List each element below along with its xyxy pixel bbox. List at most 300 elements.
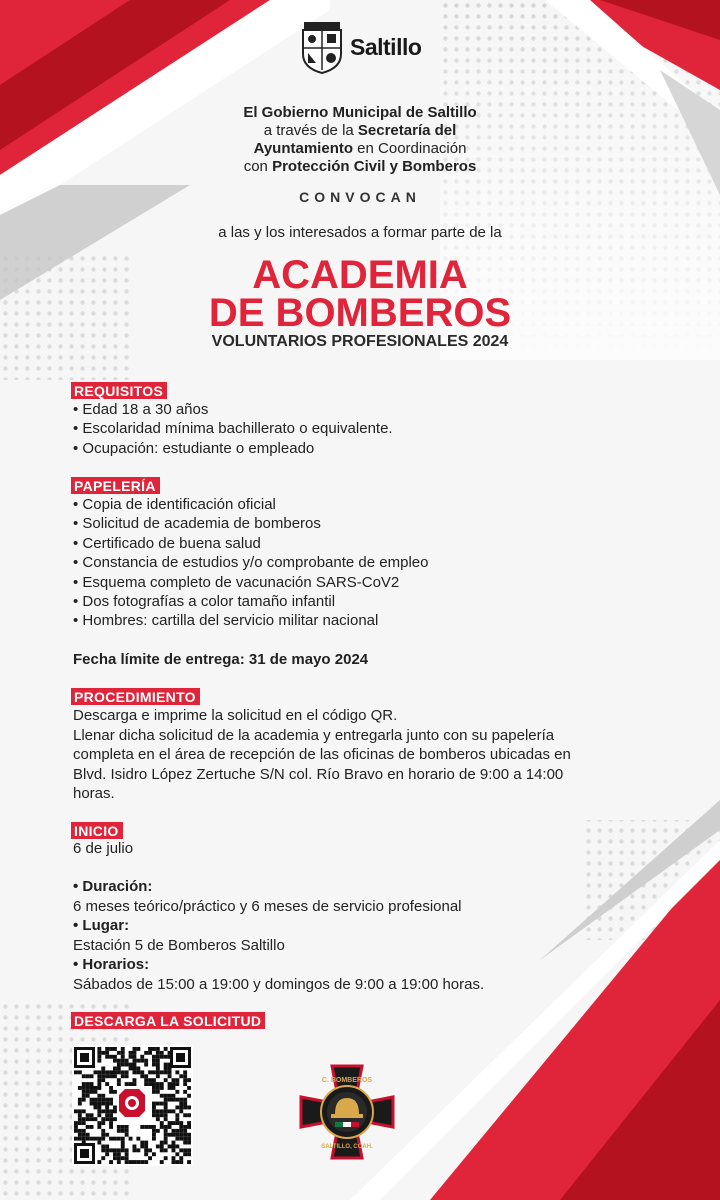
qr-code-graphic [72, 1045, 193, 1166]
qr-module [113, 1055, 117, 1059]
qr-module [113, 1152, 117, 1156]
qr-module [168, 1082, 172, 1086]
qr-module [117, 1125, 121, 1129]
qr-module [160, 1141, 164, 1145]
qr-module [164, 1113, 168, 1117]
qr-module [152, 1133, 156, 1137]
qr-module [168, 1094, 172, 1098]
header-line1: El Gobierno Municipal de Saltillo [243, 104, 477, 121]
qr-finder-pattern [74, 1047, 95, 1068]
title-line2: DE BOMBEROS [208, 291, 512, 335]
qr-module [148, 1070, 152, 1074]
qr-module [109, 1137, 113, 1141]
list-item: • Dos fotografías a color tamaño infantil [73, 592, 428, 611]
qr-module [144, 1141, 148, 1145]
qr-module [90, 1082, 94, 1086]
qr-module [86, 1074, 90, 1078]
qr-module [164, 1156, 168, 1160]
qr-module [144, 1125, 148, 1129]
qr-module [113, 1109, 117, 1113]
qr-module [109, 1102, 113, 1106]
qr-module [164, 1125, 168, 1129]
qr-module [125, 1160, 129, 1164]
qr-module [82, 1074, 86, 1078]
inicio-label: INICIO [71, 822, 123, 839]
qr-module [109, 1098, 113, 1102]
qr-module [144, 1078, 148, 1082]
qr-module [129, 1067, 133, 1071]
qr-module [113, 1106, 117, 1110]
header-line3-bold: Ayuntamiento [253, 140, 354, 157]
procedimiento-line: Descarga e imprime la solicitud en el código QR. [73, 707, 398, 724]
qr-module [164, 1106, 168, 1110]
duracion-label: • Duración: [73, 878, 153, 895]
qr-module [125, 1148, 129, 1152]
qr-module [105, 1133, 109, 1137]
qr-module [86, 1137, 90, 1141]
qr-module [74, 1109, 78, 1113]
qr-module [78, 1129, 82, 1133]
intro-text: a las y los interesados a formar parte de la [218, 224, 502, 241]
qr-module [121, 1145, 125, 1149]
qr-module [175, 1106, 179, 1110]
qr-module [156, 1047, 160, 1051]
qr-module [164, 1133, 168, 1137]
qr-module [129, 1160, 133, 1164]
list-item: • Solicitud de academia de bomberos [73, 514, 428, 533]
horarios-label: • Horarios: [73, 956, 150, 973]
qr-module [86, 1094, 90, 1098]
qr-module [183, 1125, 187, 1129]
qr-module [133, 1051, 137, 1055]
qr-module [86, 1133, 90, 1137]
qr-module [125, 1070, 129, 1074]
lugar-label: • Lugar: [73, 917, 130, 934]
qr-module [105, 1148, 109, 1152]
qr-module [121, 1051, 125, 1055]
qr-module [113, 1067, 117, 1071]
qr-module [97, 1102, 101, 1106]
qr-module [164, 1063, 168, 1067]
qr-module [140, 1145, 144, 1149]
qr-module [175, 1098, 179, 1102]
qr-module [90, 1125, 94, 1129]
qr-module [152, 1070, 156, 1074]
qr-module [125, 1063, 129, 1067]
qr-module [156, 1051, 160, 1055]
coat-of-arms-icon [300, 20, 344, 74]
qr-module [101, 1074, 105, 1078]
qr-module [78, 1070, 82, 1074]
qr-module [125, 1059, 129, 1063]
papeleria-label: PAPELERÍA [71, 477, 160, 494]
qr-module [187, 1133, 191, 1137]
qr-module [82, 1137, 86, 1141]
qr-module [101, 1102, 105, 1106]
qr-module [148, 1047, 152, 1051]
duracion-value: 6 meses teórico/práctico y 6 meses de servicio profesional [73, 897, 462, 915]
qr-module [179, 1129, 183, 1133]
qr-module [97, 1082, 101, 1086]
qr-module [175, 1145, 179, 1149]
qr-module [121, 1074, 125, 1078]
qr-module [175, 1137, 179, 1141]
qr-module [172, 1094, 176, 1098]
qr-module [101, 1051, 105, 1055]
qr-module [101, 1109, 105, 1113]
qr-module [168, 1070, 172, 1074]
list-item: • Hombres: cartilla del servicio militar nacional [73, 611, 428, 630]
qr-module [160, 1094, 164, 1098]
qr-module [172, 1078, 176, 1082]
qr-module [136, 1070, 140, 1074]
qr-module [187, 1078, 191, 1082]
procedimiento-text [73, 706, 673, 804]
qr-module [164, 1067, 168, 1071]
qr-module [179, 1160, 183, 1164]
qr-module [133, 1160, 137, 1164]
qr-module [117, 1152, 121, 1156]
qr-module [82, 1094, 86, 1098]
qr-module [101, 1094, 105, 1098]
qr-module [148, 1156, 152, 1160]
qr-module [168, 1098, 172, 1102]
qr-module [109, 1148, 113, 1152]
qr-module [152, 1129, 156, 1133]
qr-code[interactable] [72, 1045, 193, 1166]
qr-module [105, 1082, 109, 1086]
qr-finder-pattern [170, 1047, 191, 1068]
qr-module [97, 1141, 101, 1145]
list-item: • Constancia de estudios y/o comprobante de empleo [73, 553, 428, 572]
qr-module [160, 1145, 164, 1149]
qr-module [152, 1086, 156, 1090]
qr-module [156, 1113, 160, 1117]
qr-module [152, 1082, 156, 1086]
horarios-value: Sábados de 15:00 a 19:00 y domingos de 9:00 a 19:00 horas. [73, 975, 485, 993]
qr-module [175, 1078, 179, 1082]
qr-module [160, 1109, 164, 1113]
qr-module [183, 1133, 187, 1137]
qr-module [164, 1109, 168, 1113]
qr-module [183, 1078, 187, 1082]
qr-module [160, 1121, 164, 1125]
qr-module [97, 1078, 101, 1082]
qr-module [152, 1113, 156, 1117]
qr-module [164, 1102, 168, 1106]
qr-module [144, 1152, 148, 1156]
qr-module [172, 1141, 176, 1145]
qr-module [101, 1148, 105, 1152]
qr-module [82, 1086, 86, 1090]
logo-text: Saltillo [350, 33, 422, 60]
qr-module [179, 1109, 183, 1113]
qr-module [175, 1129, 179, 1133]
qr-module [156, 1129, 160, 1133]
qr-module [183, 1129, 187, 1133]
qr-module [160, 1113, 164, 1117]
qr-module [129, 1055, 133, 1059]
qr-module [152, 1109, 156, 1113]
qr-module [175, 1160, 179, 1164]
qr-module [117, 1059, 121, 1063]
qr-module [179, 1102, 183, 1106]
qr-module [82, 1121, 86, 1125]
qr-module [109, 1090, 113, 1094]
qr-module [105, 1109, 109, 1113]
deadline-text: Fecha límite de entrega: 31 de mayo 2024 [73, 651, 369, 668]
qr-module [152, 1137, 156, 1141]
qr-module [121, 1055, 125, 1059]
qr-module [187, 1148, 191, 1152]
qr-module [109, 1109, 113, 1113]
qr-module [140, 1055, 144, 1059]
qr-module [183, 1090, 187, 1094]
qr-module [136, 1148, 140, 1152]
qr-module [101, 1133, 105, 1137]
qr-module [172, 1133, 176, 1137]
qr-module [109, 1086, 113, 1090]
qr-module [172, 1145, 176, 1149]
qr-module [183, 1070, 187, 1074]
requisitos-list [73, 400, 393, 458]
qr-module [144, 1059, 148, 1063]
qr-module [168, 1145, 172, 1149]
qr-module [97, 1125, 101, 1129]
qr-module [187, 1160, 191, 1164]
qr-module [97, 1070, 101, 1074]
qr-module [183, 1074, 187, 1078]
qr-module [109, 1125, 113, 1129]
header-line2-bold: Secretaría del [357, 122, 457, 139]
qr-module [109, 1117, 113, 1121]
qr-module [86, 1086, 90, 1090]
qr-module [125, 1074, 129, 1078]
qr-module [175, 1082, 179, 1086]
qr-module [90, 1117, 94, 1121]
qr-module [144, 1160, 148, 1164]
qr-module [113, 1059, 117, 1063]
qr-module [121, 1148, 125, 1152]
list-item: • Edad 18 a 30 años [73, 400, 393, 419]
papeleria-list [73, 495, 428, 631]
qr-module [125, 1156, 129, 1160]
qr-module [172, 1098, 176, 1102]
qr-module [179, 1156, 183, 1160]
qr-module [156, 1055, 160, 1059]
qr-module [160, 1051, 164, 1055]
qr-module [109, 1055, 113, 1059]
qr-module [105, 1074, 109, 1078]
qr-module [187, 1152, 191, 1156]
qr-module [109, 1113, 113, 1117]
qr-module [152, 1047, 156, 1051]
qr-module [168, 1133, 172, 1137]
qr-module [160, 1055, 164, 1059]
qr-module [187, 1141, 191, 1145]
qr-module [136, 1059, 140, 1063]
qr-module [152, 1078, 156, 1082]
qr-module [148, 1082, 152, 1086]
title-line1: ACADEMIA [252, 253, 468, 297]
qr-module [74, 1137, 78, 1141]
qr-module [160, 1082, 164, 1086]
qr-module [90, 1113, 94, 1117]
qr-module [109, 1121, 113, 1125]
badge-top-text: C. BOMBEROS [321, 1077, 373, 1084]
qr-module [144, 1082, 148, 1086]
qr-module [133, 1145, 137, 1149]
qr-module [152, 1059, 156, 1063]
list-item: • Copia de identificación oficial [73, 495, 428, 514]
qr-module [160, 1125, 164, 1129]
qr-module [94, 1070, 98, 1074]
qr-module [78, 1098, 82, 1102]
qr-module [78, 1133, 82, 1137]
qr-module [121, 1125, 125, 1129]
qr-module [172, 1148, 176, 1152]
qr-module [101, 1078, 105, 1082]
qr-module [183, 1137, 187, 1141]
inicio-value: 6 de julio [73, 840, 134, 857]
qr-module [97, 1086, 101, 1090]
qr-module [117, 1070, 121, 1074]
qr-module [160, 1086, 164, 1090]
qr-module [105, 1047, 109, 1051]
qr-module [152, 1106, 156, 1110]
qr-module [97, 1109, 101, 1113]
saltillo-logo [300, 20, 421, 74]
procedimiento-line: horas. [73, 785, 115, 802]
qr-module [164, 1148, 168, 1152]
qr-module [97, 1051, 101, 1055]
qr-module [97, 1047, 101, 1051]
procedimiento-label: PROCEDIMIENTO [71, 688, 200, 705]
qr-module [133, 1063, 137, 1067]
qr-module [90, 1102, 94, 1106]
qr-module [97, 1055, 101, 1059]
qr-module [160, 1070, 164, 1074]
qr-module [117, 1129, 121, 1133]
qr-module [97, 1074, 101, 1078]
qr-module [144, 1074, 148, 1078]
qr-module [117, 1160, 121, 1164]
qr-module [183, 1102, 187, 1106]
qr-module [183, 1113, 187, 1117]
qr-module [160, 1160, 164, 1164]
qr-module [129, 1137, 133, 1141]
qr-module [109, 1047, 113, 1051]
procedimiento-line: Blvd. Isidro López Zertuche S/N col. Río Bravo en horario de 9:00 a 14:00 [73, 765, 564, 783]
qr-module [82, 1109, 86, 1113]
qr-module [129, 1063, 133, 1067]
convocan-heading: CONVOCAN [299, 189, 421, 205]
qr-module [156, 1070, 160, 1074]
qr-module [101, 1070, 105, 1074]
qr-module [152, 1152, 156, 1156]
qr-module [175, 1121, 179, 1125]
qr-module [78, 1086, 82, 1090]
qr-module [90, 1074, 94, 1078]
qr-finder-pattern [74, 1143, 95, 1164]
qr-module [148, 1125, 152, 1129]
qr-module [183, 1152, 187, 1156]
qr-module [187, 1094, 191, 1098]
qr-module [140, 1160, 144, 1164]
qr-module [175, 1152, 179, 1156]
qr-module [164, 1078, 168, 1082]
qr-module [133, 1047, 137, 1051]
qr-module [140, 1074, 144, 1078]
qr-module [152, 1125, 156, 1129]
qr-module [74, 1125, 78, 1129]
qr-module [78, 1113, 82, 1117]
qr-module [105, 1117, 109, 1121]
qr-module [109, 1070, 113, 1074]
qr-module [82, 1133, 86, 1137]
header-line4-bold: Protección Civil y Bomberos [272, 158, 477, 175]
qr-module [125, 1129, 129, 1133]
qr-module [101, 1129, 105, 1133]
details-text [73, 877, 673, 994]
qr-module [175, 1090, 179, 1094]
qr-module [121, 1059, 125, 1063]
qr-module [172, 1129, 176, 1133]
qr-module [105, 1070, 109, 1074]
qr-module [86, 1082, 90, 1086]
qr-module [136, 1047, 140, 1051]
qr-module [164, 1055, 168, 1059]
qr-module [152, 1102, 156, 1106]
qr-module [179, 1121, 183, 1125]
qr-module [179, 1074, 183, 1078]
qr-module [117, 1148, 121, 1152]
qr-module [164, 1098, 168, 1102]
qr-module [82, 1117, 86, 1121]
qr-module [133, 1055, 137, 1059]
qr-module [78, 1102, 82, 1106]
qr-module [125, 1133, 129, 1137]
bomberos-badge [297, 1062, 397, 1167]
qr-module [172, 1109, 176, 1113]
qr-module [101, 1137, 105, 1141]
qr-module [144, 1145, 148, 1149]
qr-module [187, 1137, 191, 1141]
qr-module [148, 1148, 152, 1152]
qr-module [187, 1113, 191, 1117]
qr-module [187, 1121, 191, 1125]
qr-module [121, 1070, 125, 1074]
qr-module [168, 1125, 172, 1129]
qr-module [86, 1125, 90, 1129]
qr-module [97, 1059, 101, 1063]
qr-module [78, 1117, 82, 1121]
qr-module [113, 1156, 117, 1160]
qr-module [156, 1102, 160, 1106]
qr-module [183, 1148, 187, 1152]
qr-module [90, 1090, 94, 1094]
qr-module [94, 1137, 98, 1141]
qr-module [121, 1047, 125, 1051]
qr-module [121, 1129, 125, 1133]
list-item: • Certificado de buena salud [73, 534, 428, 553]
qr-module [156, 1059, 160, 1063]
qr-module [82, 1082, 86, 1086]
qr-module [94, 1102, 98, 1106]
qr-module [168, 1086, 172, 1090]
qr-module [117, 1067, 121, 1071]
qr-module [86, 1090, 90, 1094]
